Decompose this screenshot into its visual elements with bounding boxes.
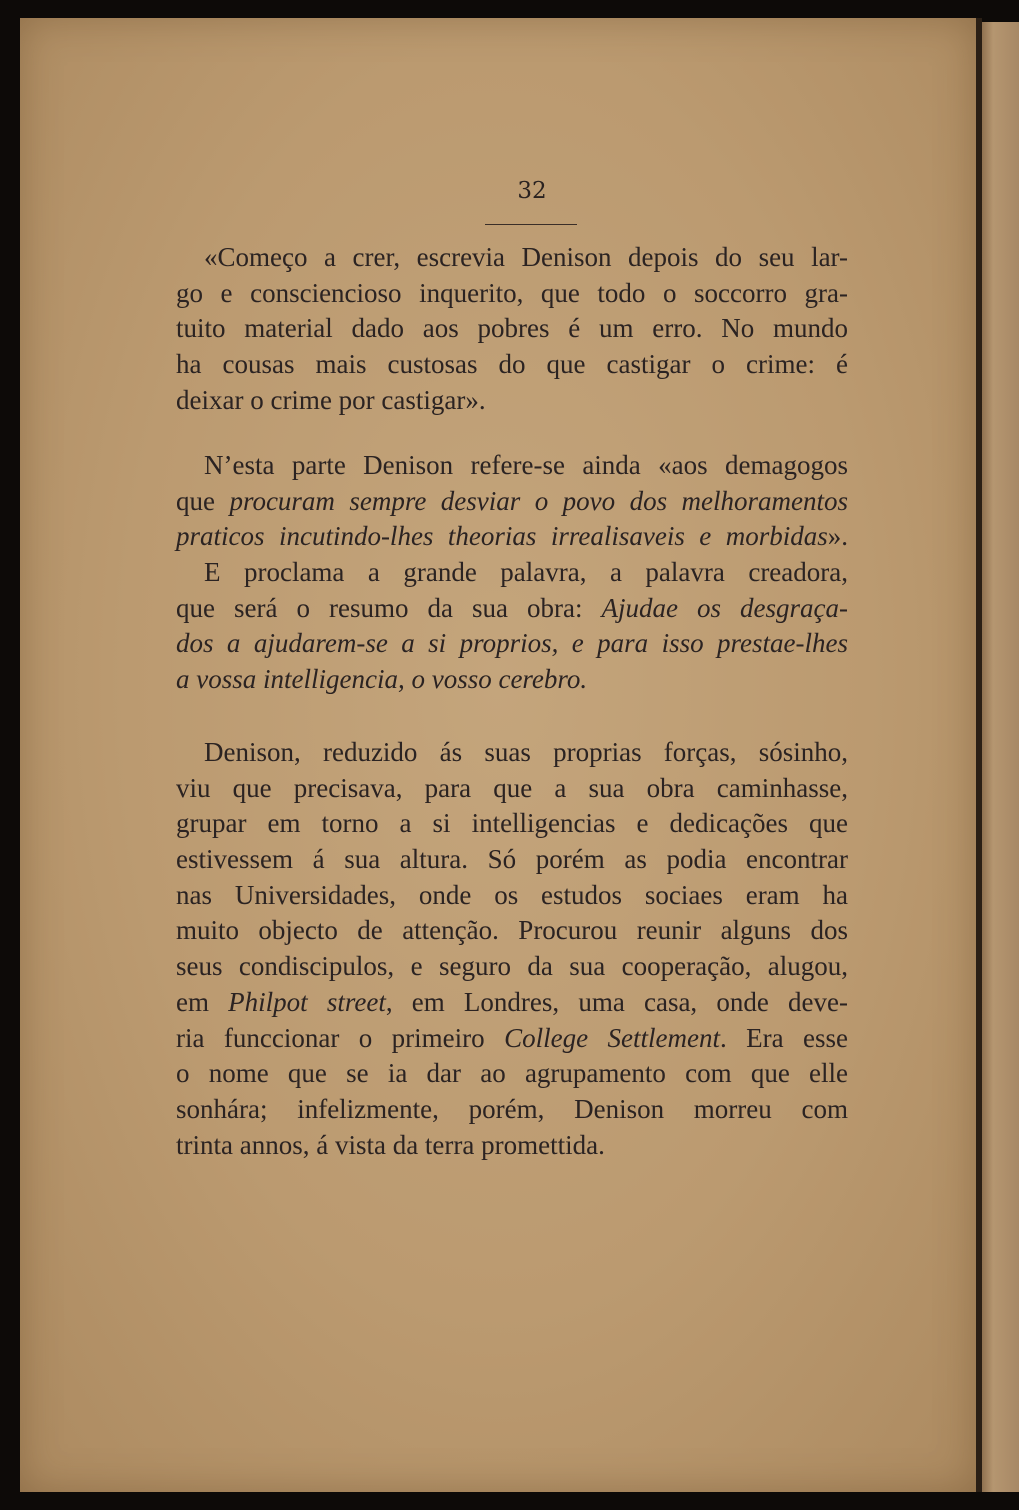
text-line xyxy=(176,347,848,383)
text-run: muito objecto de attenção. Procurou reunir alguns dos xyxy=(176,915,848,946)
text-run: estivessem á sua altura. Só porém as podia encontrar xyxy=(176,844,848,875)
text-line xyxy=(176,1056,848,1092)
text-run: ». xyxy=(827,521,848,552)
text-run: «Começo a crer, escrevia Denison depois do seu lar- xyxy=(204,242,848,272)
text-run: viu que precisava, para que a sua obra caminhasse, xyxy=(176,772,848,803)
text-line xyxy=(176,276,848,312)
text-line xyxy=(176,842,848,878)
italic-text: Ajudae os desgraça- xyxy=(601,592,848,623)
text-run: , em Londres, uma casa, onde deve- xyxy=(385,986,848,1017)
text-run: em xyxy=(176,986,229,1017)
italic-text: praticos incutindo-lhes theorias irrealisaveis e morbidas xyxy=(176,521,828,552)
italic-text: College Settlement xyxy=(504,1022,720,1053)
text-line xyxy=(176,771,848,807)
paragraph-3 xyxy=(176,735,848,1163)
text-run: deixar o crime por castigar». xyxy=(176,384,486,415)
italic-text: procuram sempre desviar o povo dos melhoramentos xyxy=(229,485,849,516)
text-run: . Era esse xyxy=(719,1022,849,1053)
text-line xyxy=(176,735,848,771)
paragraph-2 xyxy=(176,448,848,698)
text-run: grupar em torno a si intelligencias e dedicações que xyxy=(176,808,848,839)
italic-text: Philpot street xyxy=(228,986,386,1017)
text-run: o nome que se ia dar ao agrupamento com que elle xyxy=(176,1058,848,1089)
text-line xyxy=(176,555,848,591)
text-run: Denison, reduzido ás suas proprias forças, sósinho, xyxy=(204,737,848,767)
text-line xyxy=(176,806,848,842)
text-run: N’esta parte Denison refere-se ainda «aos demagogos xyxy=(204,450,848,480)
text-run: go e consciencioso inquerito, que todo o soccorro gra- xyxy=(176,277,848,308)
header-rule xyxy=(485,224,577,225)
text-run: que será o resumo da sua obra: xyxy=(176,592,602,623)
text-run: ria funccionar o primeiro xyxy=(176,1022,505,1053)
text-run: E proclama a grande palavra, a palavra creadora, xyxy=(204,557,848,588)
text-line xyxy=(176,913,848,949)
text-line xyxy=(176,519,848,555)
text-line xyxy=(176,1092,848,1128)
text-line xyxy=(176,662,848,698)
text-run: sonhára; infelizmente, porém, Denison morreu com xyxy=(176,1093,848,1124)
text-line xyxy=(176,591,848,627)
text-line xyxy=(176,1128,848,1164)
text-run: tuito material dado aos pobres é um erro. No mundo xyxy=(176,313,848,344)
text-line xyxy=(176,311,848,347)
text-line xyxy=(176,448,848,484)
next-page-edge xyxy=(982,22,1019,1492)
text-line xyxy=(176,878,848,914)
text-run: trinta annos, á vista da terra promettida. xyxy=(176,1129,605,1160)
text-line xyxy=(176,1021,848,1057)
text-line xyxy=(176,484,848,520)
page-number: 32 xyxy=(517,178,547,204)
text-line xyxy=(176,240,848,276)
text-run: ha cousas mais custosas do que castigar o crime: é xyxy=(176,349,848,380)
text-line xyxy=(176,949,848,985)
italic-text: dos a ajudarem-se a si proprios, e para isso prestae-lhes xyxy=(176,628,848,659)
text-run: seus condiscipulos, e seguro da sua cooperação, alugou, xyxy=(176,951,848,982)
italic-text: a vossa intelligencia, o vosso cerebro. xyxy=(176,664,588,695)
text-line xyxy=(176,626,848,662)
text-run: nas Universidades, onde os estudos sociaes eram ha xyxy=(176,879,848,910)
paragraph-1 xyxy=(176,240,848,418)
text-line xyxy=(176,985,848,1021)
text-run: que xyxy=(176,485,230,516)
text-line xyxy=(176,383,848,419)
